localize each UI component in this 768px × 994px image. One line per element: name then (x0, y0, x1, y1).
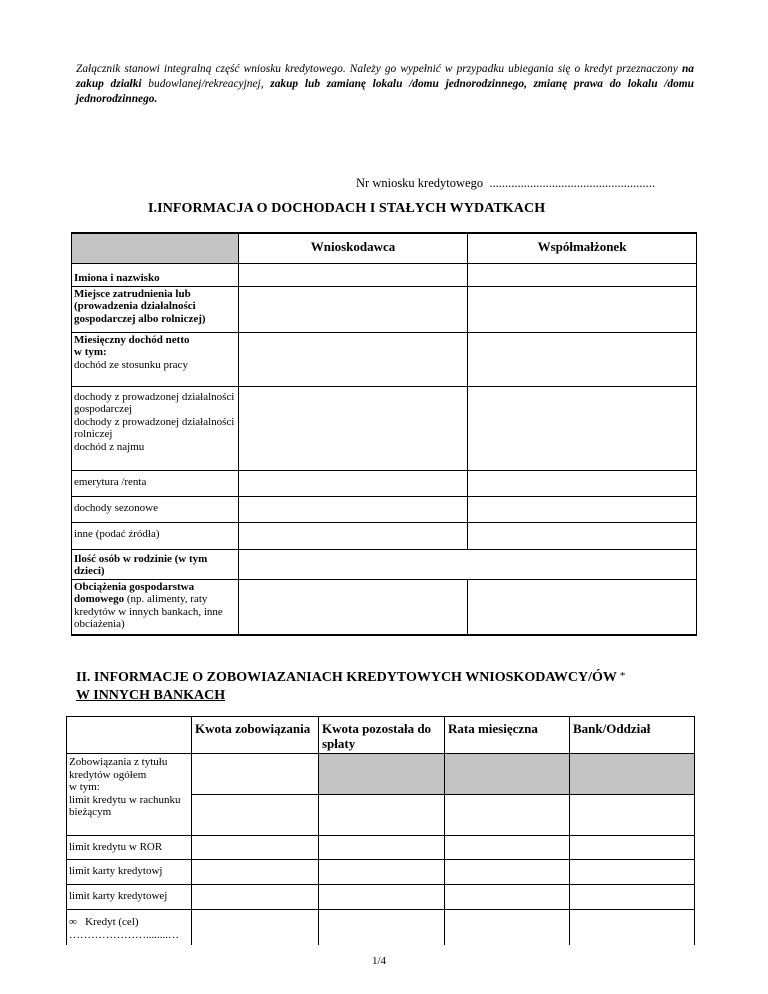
header-installment: Rata miesięczna (445, 717, 570, 754)
credit-purpose-field[interactable]: …………………........… (69, 928, 179, 941)
input-card1-installment[interactable] (445, 860, 570, 885)
gray-cell (319, 754, 445, 795)
input-limit-current-remaining[interactable] (319, 795, 445, 836)
input-names-applicant[interactable] (239, 263, 468, 286)
input-total-amount[interactable] (192, 754, 319, 795)
input-limit-current-installment[interactable] (445, 795, 570, 836)
liabilities-table (66, 716, 695, 945)
input-card2-bank[interactable] (570, 885, 695, 910)
input-credit-amount[interactable] (192, 910, 319, 945)
input-pension-applicant[interactable] (239, 470, 468, 496)
input-burdens-applicant[interactable] (239, 579, 468, 635)
input-employment-spouse[interactable] (468, 286, 697, 332)
header-remaining: Kwota pozostała do spłaty (319, 717, 445, 754)
input-income-applicant[interactable] (239, 332, 468, 386)
input-card2-amount[interactable] (192, 885, 319, 910)
input-ror-amount[interactable] (192, 836, 319, 860)
input-income-other-applicant[interactable] (239, 386, 468, 470)
input-family[interactable] (239, 549, 697, 579)
infinity-bullet-icon: ∞ (69, 916, 77, 928)
application-number-field[interactable]: ..................................................... (489, 176, 655, 190)
row-label-total: Zobowiązania z tytułu kredytów ogółem w tym: limit kredytu w rachunku bieżącym (67, 754, 192, 836)
row-label-family: Ilość osób w rodzinie (w tym dzieci) (72, 549, 239, 579)
input-employment-applicant[interactable] (239, 286, 468, 332)
row-label-ror: limit kredytu w ROR (67, 836, 192, 860)
row-label-seasonal: dochody sezonowe (72, 496, 239, 522)
input-burdens-spouse[interactable] (468, 579, 697, 635)
input-income-spouse[interactable] (468, 332, 697, 386)
header-spouse: Współmałżonek (468, 233, 697, 263)
row-label-pension: emerytura /renta (72, 470, 239, 496)
input-card1-amount[interactable] (192, 860, 319, 885)
income-table (71, 232, 697, 636)
page-number: 1/4 (372, 955, 387, 967)
header-blank-cell (72, 233, 239, 263)
row-label-burdens: Obciążenia gospodarstwa domowego (np. alimenty, raty kredytów w innych bankach, inne obciażenia) (72, 579, 239, 635)
input-pension-spouse[interactable] (468, 470, 697, 496)
input-credit-bank[interactable] (570, 910, 695, 945)
gray-cell (570, 754, 695, 795)
row-label-card1: limit karty kredytowj (67, 860, 192, 885)
input-card2-remaining[interactable] (319, 885, 445, 910)
row-label-income-other: dochody z prowadzonej działalności gospodarczej dochody z prowadzonej działalności rolniczej dochód z najmu (72, 386, 239, 470)
input-seasonal-applicant[interactable] (239, 496, 468, 522)
gray-cell (445, 754, 570, 795)
input-card2-installment[interactable] (445, 885, 570, 910)
intro-note: Załącznik stanowi integralną część wniosku kredytowego. Należy go wypełnić w przypadku ubiegania się o kredyt przeznaczony na zakup działki budowlanej/rekreacyjnej, zakup lub zamianę lokalu /domu jednorodzinnego, zmianę prawa do lokalu /domu jednorodzinnego. (76, 63, 694, 105)
input-ror-remaining[interactable] (319, 836, 445, 860)
input-other-spouse[interactable] (468, 522, 697, 549)
input-ror-installment[interactable] (445, 836, 570, 860)
input-limit-current-amount[interactable] (192, 795, 319, 836)
input-names-spouse[interactable] (468, 263, 697, 286)
row-label-income: Miesięczny dochód netto w tym: dochód ze stosunku pracy (72, 332, 239, 386)
row-label-card2: limit karty kredytowej (67, 885, 192, 910)
section2-title: II. INFORMACJE O ZOBOWIAZANIACH KREDYTOWYCH WNIOSKODAWCY/ÓW * W INNYCH BANKACH (76, 670, 626, 703)
input-income-other-spouse[interactable] (468, 386, 697, 470)
header-applicant: Wnioskodawca (239, 233, 468, 263)
row-label-credit: ∞ Kredyt (cel) …………………........… (67, 910, 192, 945)
input-card1-bank[interactable] (570, 860, 695, 885)
input-credit-remaining[interactable] (319, 910, 445, 945)
input-seasonal-spouse[interactable] (468, 496, 697, 522)
row-label-names: Imiona i nazwisko (72, 263, 239, 286)
input-credit-installment[interactable] (445, 910, 570, 945)
row-label-other: inne (podać źródła) (72, 522, 239, 549)
header-blank-cell (67, 717, 192, 754)
application-number: Nr wniosku kredytowego ..................................................... (356, 176, 655, 190)
input-other-applicant[interactable] (239, 522, 468, 549)
input-ror-bank[interactable] (570, 836, 695, 860)
input-card1-remaining[interactable] (319, 860, 445, 885)
row-label-employment: Miejsce zatrudnienia lub (prowadzenia działalności gospodarczej albo rolniczej) (72, 286, 239, 332)
header-amount: Kwota zobowiązania (192, 717, 319, 754)
input-limit-current-bank[interactable] (570, 795, 695, 836)
header-bank: Bank/Oddział (570, 717, 695, 754)
section1-title: I.INFORMACJA O DOCHODACH I STAŁYCH WYDATKACH (148, 201, 546, 216)
